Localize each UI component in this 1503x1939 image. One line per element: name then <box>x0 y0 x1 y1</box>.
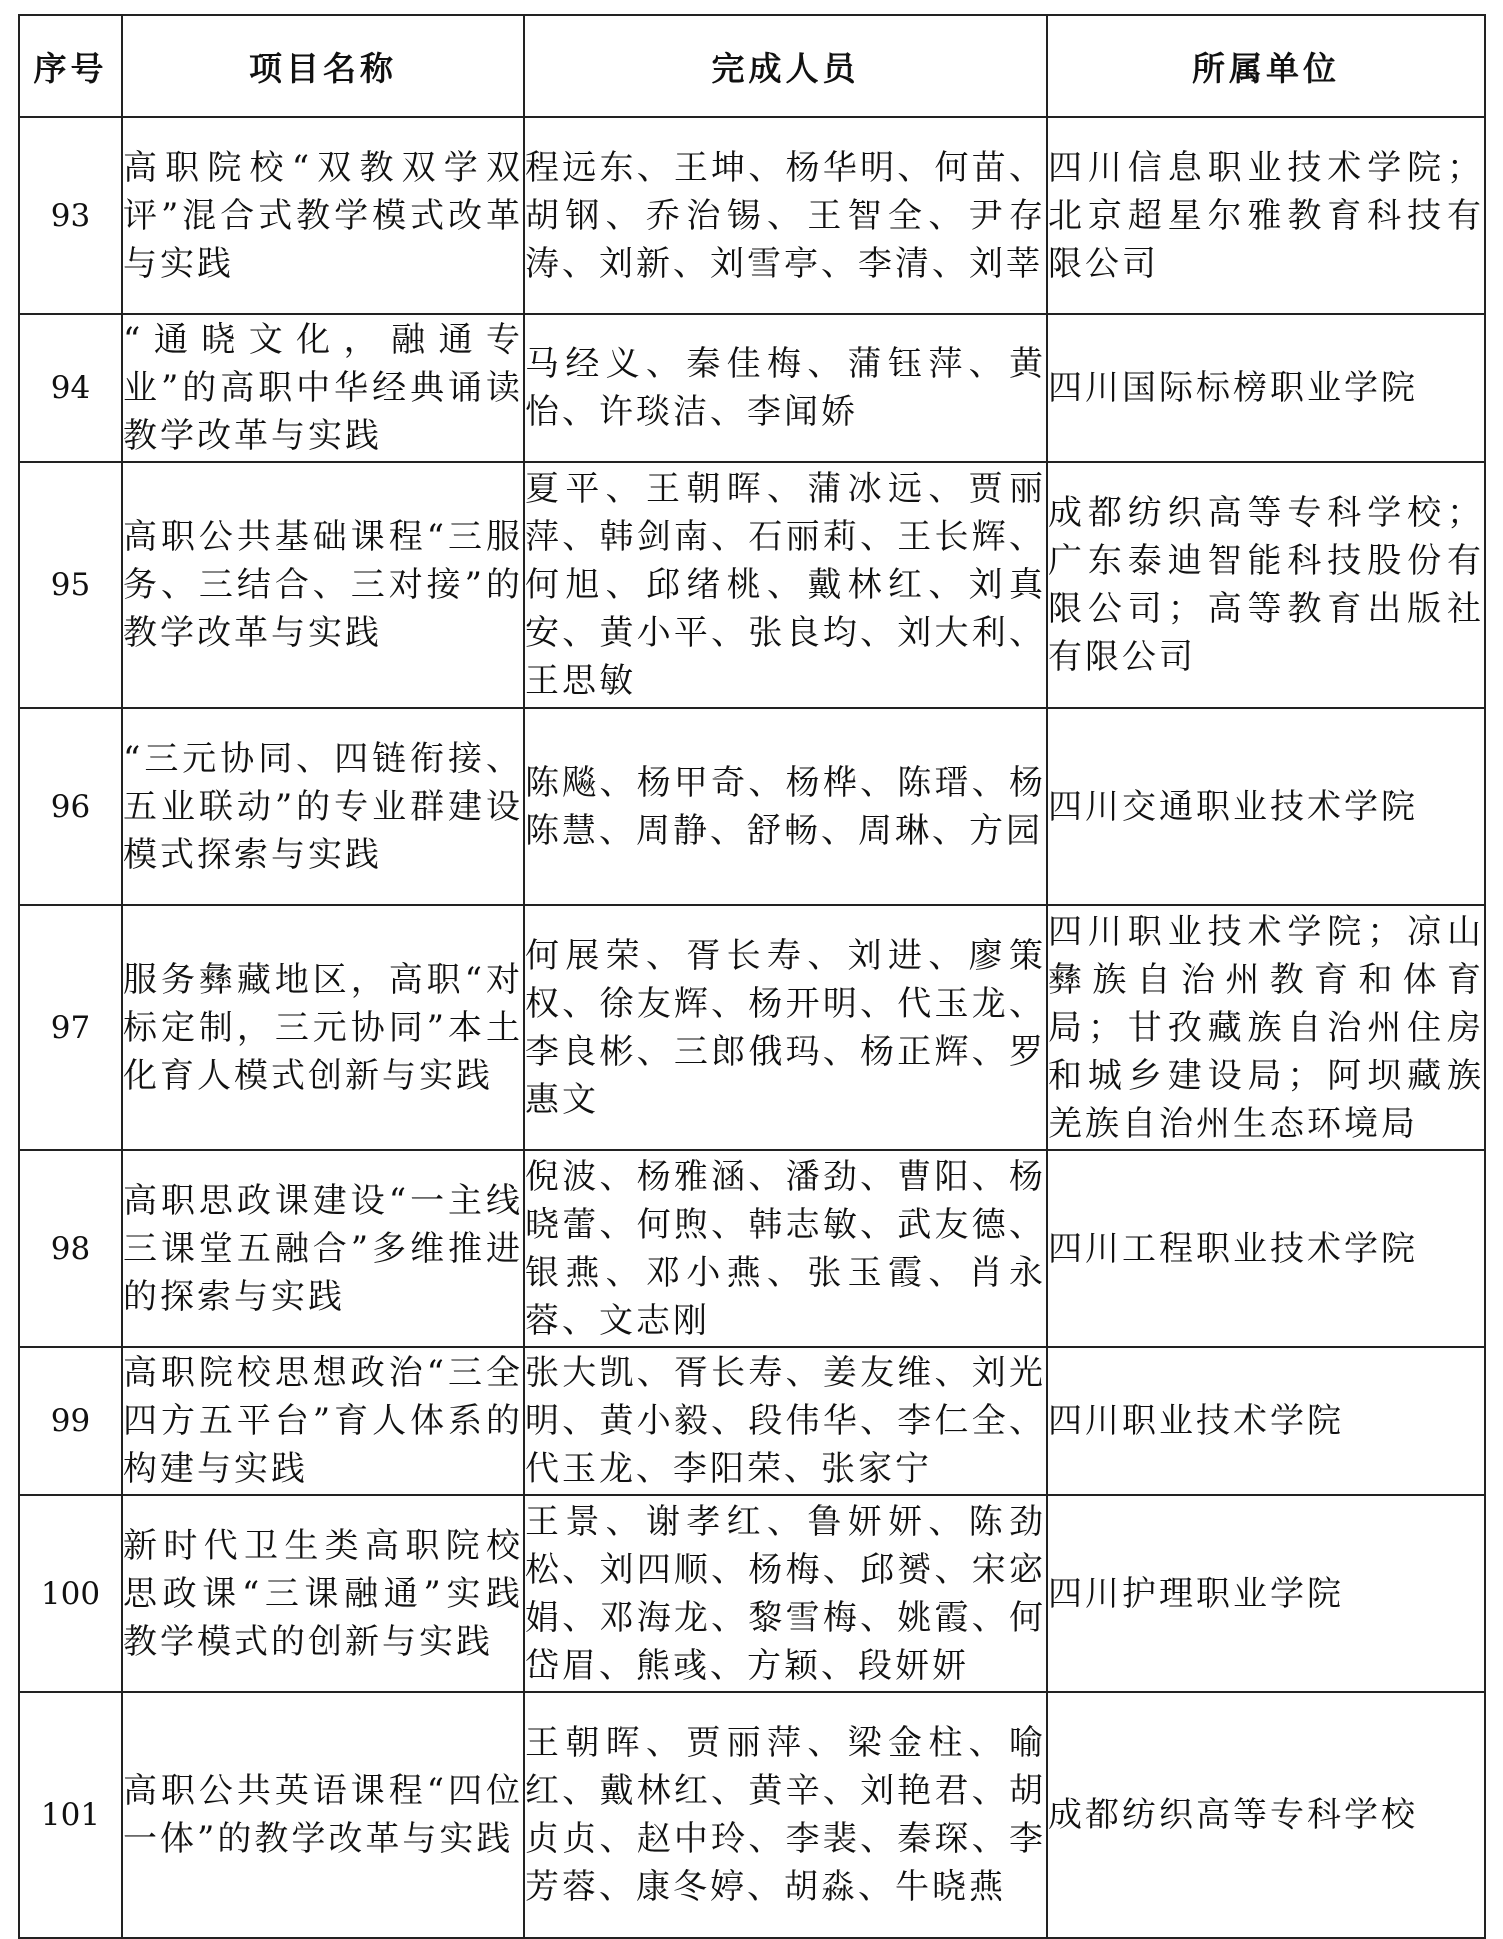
table-row <box>19 314 1485 462</box>
table-row <box>19 1692 1485 1938</box>
awards-table-page <box>18 14 1486 1939</box>
row-no: 95 <box>19 462 122 708</box>
row-no: 96 <box>19 708 122 905</box>
members: 马经义、秦佳梅、蒲钰萍、黄怡、许琰洁、李闻娇 <box>524 314 1047 462</box>
organization: 四川交通职业技术学院 <box>1047 708 1485 905</box>
organization: 四川职业技术学院；凉山彝族自治州教育和体育局；甘孜藏族自治州住房和城乡建设局；阿坝藏族羌族自治州生态环境局 <box>1047 905 1485 1150</box>
organization: 成都纺织高等专科学校；广东泰迪智能科技股份有限公司；高等教育出版社有限公司 <box>1047 462 1485 708</box>
row-no: 99 <box>19 1347 122 1495</box>
project-name: 高职公共英语课程“四位一体”的教学改革与实践 <box>122 1692 524 1938</box>
members: 张大凯、胥长寿、姜友维、刘光明、黄小毅、段伟华、李仁全、代玉龙、李阳荣、张家宁 <box>524 1347 1047 1495</box>
table-row <box>19 462 1485 708</box>
members: 何展荣、胥长寿、刘进、廖策权、徐友辉、杨开明、代玉龙、李良彬、三郎俄玛、杨正辉、罗惠文 <box>524 905 1047 1150</box>
table-row <box>19 708 1485 905</box>
header-row <box>19 15 1485 117</box>
row-no: 97 <box>19 905 122 1150</box>
members: 倪波、杨雅涵、潘劲、曹阳、杨晓蕾、何煦、韩志敏、武友德、银燕、邓小燕、张玉霞、肖永蓉、文志刚 <box>524 1150 1047 1347</box>
row-no: 100 <box>19 1495 122 1692</box>
row-no: 94 <box>19 314 122 462</box>
organization: 四川信息职业技术学院；北京超星尔雅教育科技有限公司 <box>1047 117 1485 314</box>
table-row <box>19 117 1485 314</box>
row-no: 93 <box>19 117 122 314</box>
header-organization: 所属单位 <box>1047 15 1485 117</box>
table-row <box>19 1150 1485 1347</box>
project-name: 高职公共基础课程“三服务、三结合、三对接”的教学改革与实践 <box>122 462 524 708</box>
members: 王朝晖、贾丽萍、梁金柱、喻红、戴林红、黄辛、刘艳君、胡贞贞、赵中玲、李裴、秦琛、李芳蓉、康冬婷、胡淼、牛晓燕 <box>524 1692 1047 1938</box>
row-no: 101 <box>19 1692 122 1938</box>
project-name: 高职院校“双教双学双评”混合式教学模式改革与实践 <box>122 117 524 314</box>
project-name: 高职院校思想政治“三全四方五平台”育人体系的构建与实践 <box>122 1347 524 1495</box>
table-row <box>19 1495 1485 1692</box>
project-name: “通晓文化，融通专业”的高职中华经典诵读教学改革与实践 <box>122 314 524 462</box>
table-row <box>19 905 1485 1150</box>
organization: 四川职业技术学院 <box>1047 1347 1485 1495</box>
members: 陈飚、杨甲奇、杨桦、陈瑨、杨陈慧、周静、舒畅、周琳、方园 <box>524 708 1047 905</box>
organization: 四川护理职业学院 <box>1047 1495 1485 1692</box>
awards-table <box>18 14 1486 1939</box>
organization: 四川国际标榜职业学院 <box>1047 314 1485 462</box>
organization: 成都纺织高等专科学校 <box>1047 1692 1485 1938</box>
organization: 四川工程职业技术学院 <box>1047 1150 1485 1347</box>
header-members: 完成人员 <box>524 15 1047 117</box>
header-project-name: 项目名称 <box>122 15 524 117</box>
project-name: 新时代卫生类高职院校思政课“三课融通”实践教学模式的创新与实践 <box>122 1495 524 1692</box>
project-name: 高职思政课建设“一主线三课堂五融合”多维推进的探索与实践 <box>122 1150 524 1347</box>
members: 程远东、王坤、杨华明、何苗、胡钢、乔治锡、王智全、尹存涛、刘新、刘雪亭、李清、刘莘 <box>524 117 1047 314</box>
table-row <box>19 1347 1485 1495</box>
members: 夏平、王朝晖、蒲冰远、贾丽萍、韩剑南、石丽莉、王长辉、何旭、邱绪桃、戴林红、刘真安、黄小平、张良均、刘大利、王思敏 <box>524 462 1047 708</box>
row-no: 98 <box>19 1150 122 1347</box>
header-no: 序号 <box>19 15 122 117</box>
project-name: “三元协同、四链衔接、五业联动”的专业群建设模式探索与实践 <box>122 708 524 905</box>
members: 王景、谢孝红、鲁妍妍、陈劲松、刘四顺、杨梅、邱赟、宋宓娟、邓海龙、黎雪梅、姚霞、何岱眉、熊彧、方颖、段妍妍 <box>524 1495 1047 1692</box>
project-name: 服务彝藏地区，高职“对标定制，三元协同”本土化育人模式创新与实践 <box>122 905 524 1150</box>
